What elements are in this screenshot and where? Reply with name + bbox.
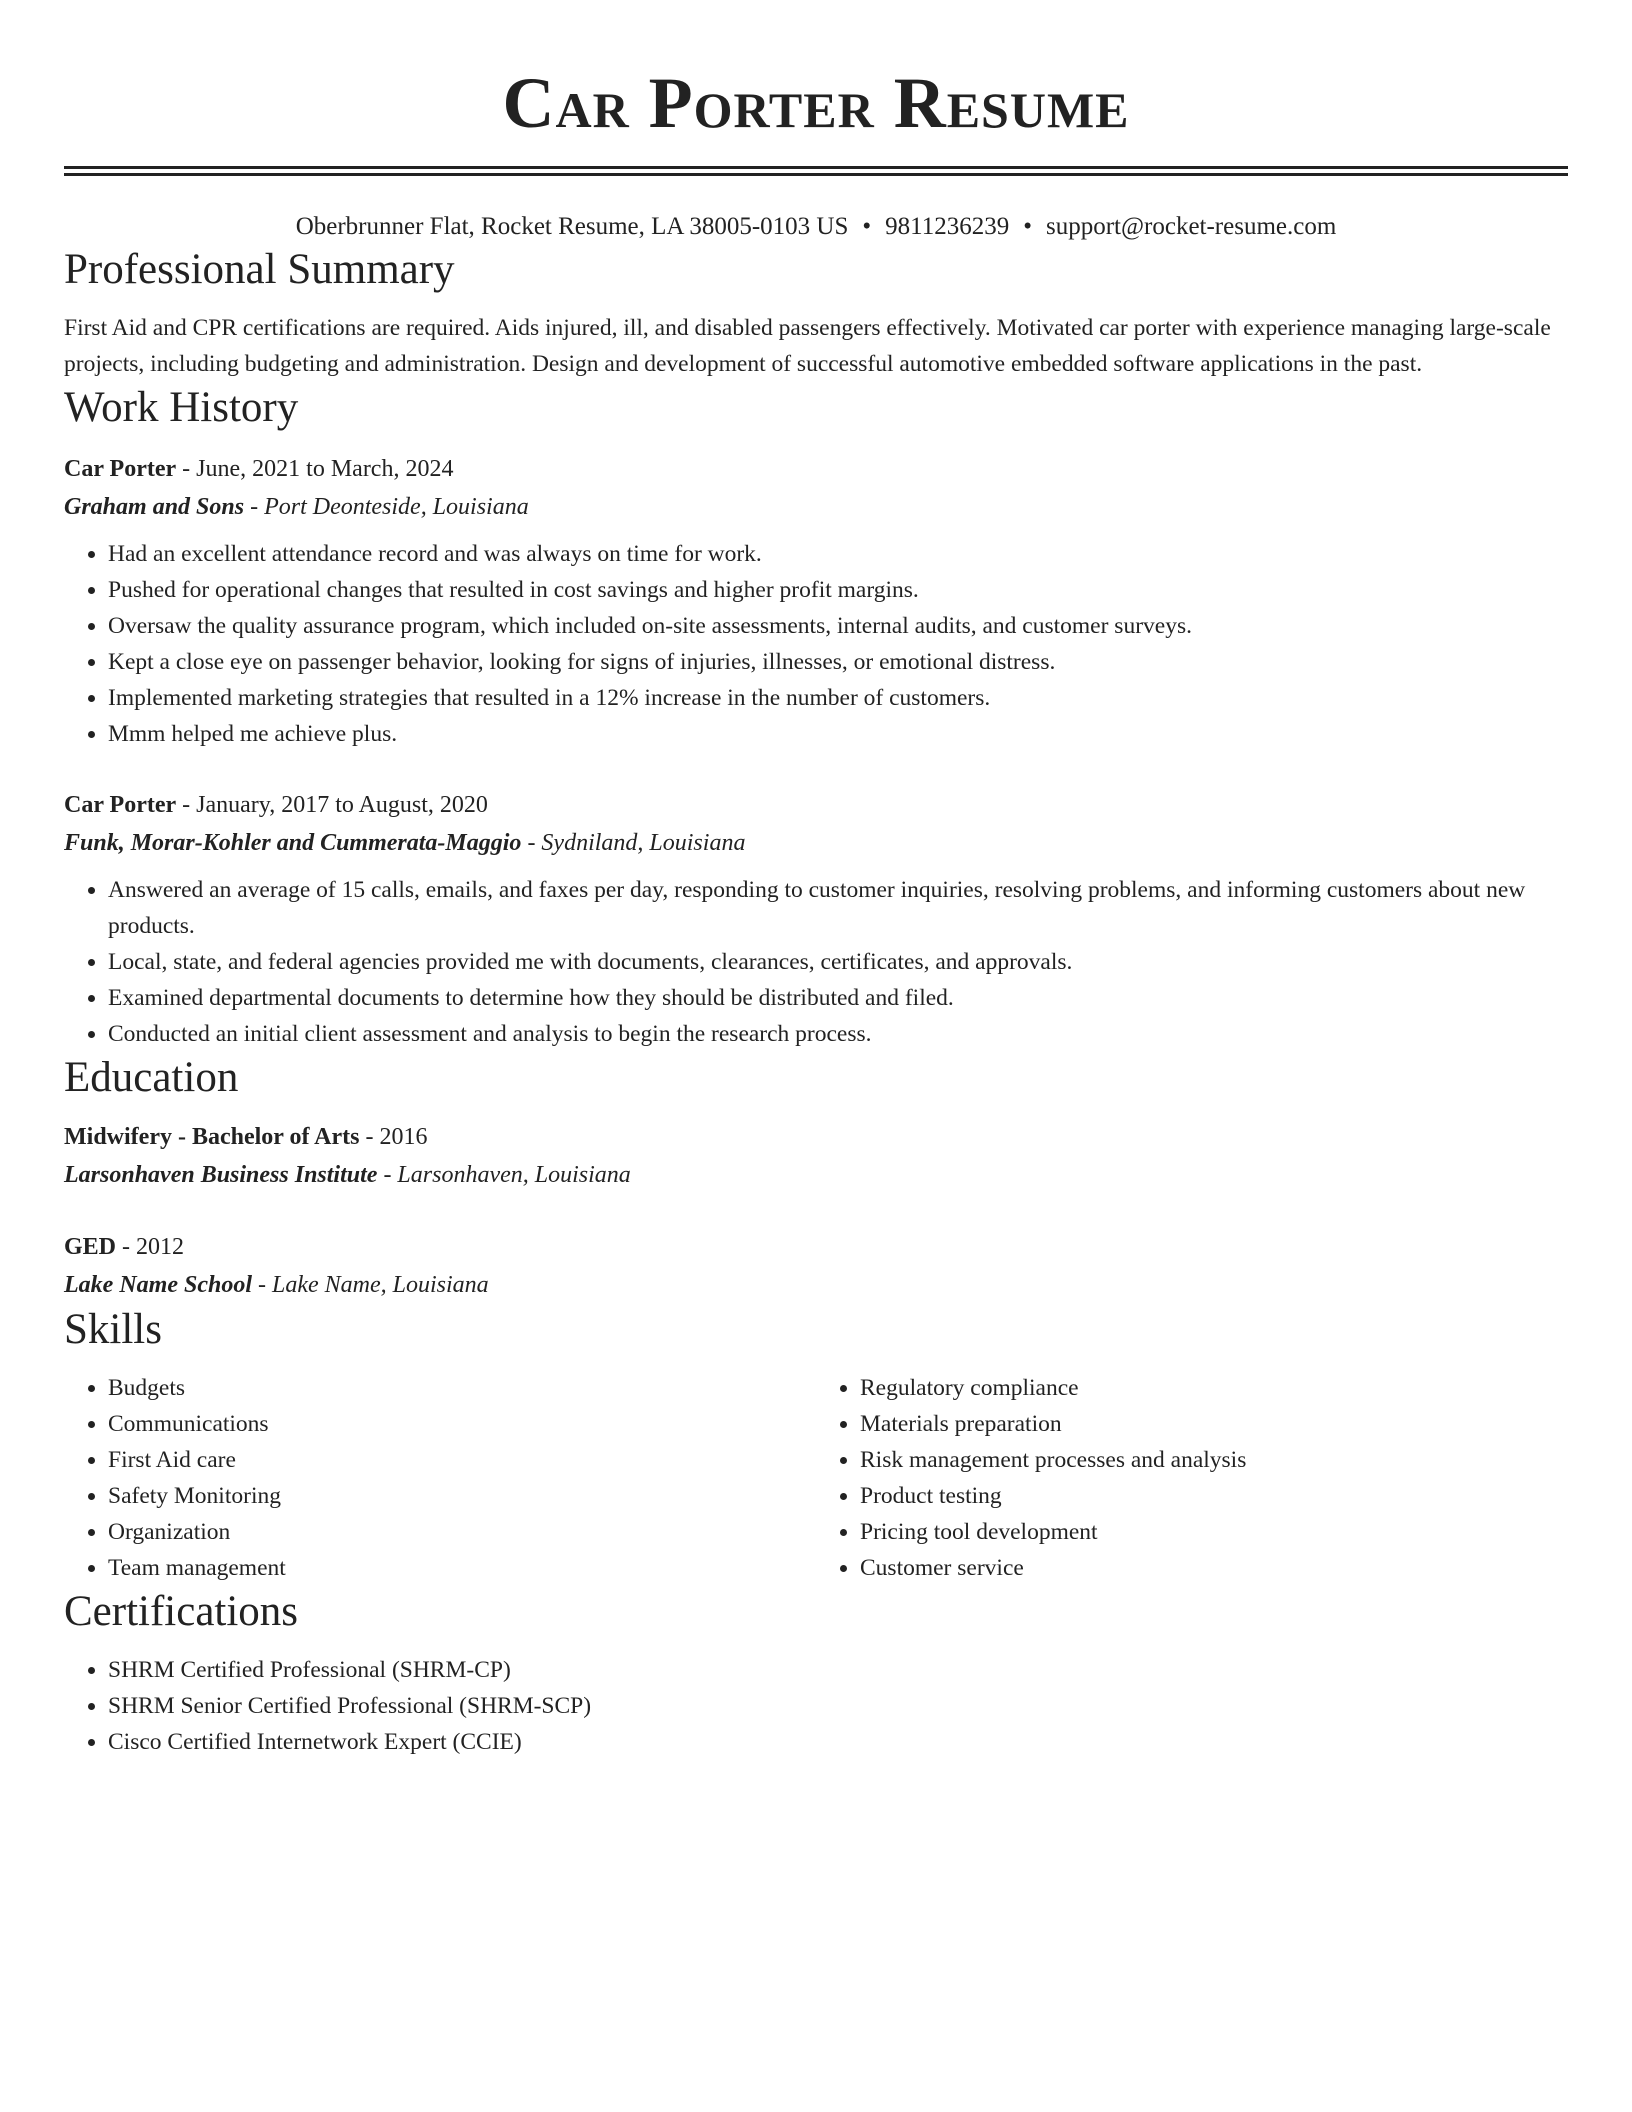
- title-divider: [64, 166, 1568, 176]
- degree-year: - 2016: [359, 1124, 428, 1150]
- job-company: Graham and Sons: [64, 494, 245, 520]
- list-item: • Local, state, and federal agencies provided me with documents, clearances, certificates, and approvals.: [108, 944, 1568, 980]
- list-item: • Risk management processes and analysis: [860, 1442, 1568, 1478]
- degree-line: [64, 1118, 1632, 1156]
- job-entry: [64, 450, 1632, 752]
- job-company-line: [64, 824, 1632, 862]
- education-heading: Education: [64, 1054, 239, 1101]
- summary-text: First Aid and CPR certifications are required. Aids injured, ill, and disabled passengers effectively. Motivated car porter with experience managing large-scale projects, including budgeting and administration. Design and development of successful automotive embedded software applications in the past.: [64, 315, 1551, 377]
- contact-separator: •: [862, 213, 872, 240]
- education-entry: [64, 1228, 1632, 1304]
- list-item: • Budgets: [108, 1370, 816, 1406]
- job-bullets: [64, 872, 1568, 1052]
- job-location: - Port Deonteside, Louisiana: [244, 494, 529, 520]
- work-history-heading: Work History: [64, 384, 299, 431]
- list-item: • Mmm helped me achieve plus.: [108, 716, 1568, 752]
- school-location: - Larsonhaven, Louisiana: [377, 1162, 631, 1188]
- job-title: Car Porter: [64, 456, 177, 482]
- list-item: • Safety Monitoring: [108, 1478, 816, 1514]
- school-line: [64, 1156, 1632, 1194]
- list-item: • Materials preparation: [860, 1406, 1568, 1442]
- school: Larsonhaven Business Institute: [64, 1162, 378, 1188]
- job-title-line: [64, 786, 1632, 824]
- list-item: • SHRM Certified Professional (SHRM-CP): [108, 1652, 1568, 1688]
- job-dates: - June, 2021 to March, 2024: [176, 456, 454, 482]
- list-item: • Communications: [108, 1406, 816, 1442]
- job-entry: [64, 786, 1632, 1052]
- skills-heading: Skills: [64, 1306, 162, 1353]
- list-item: • Pricing tool development: [860, 1514, 1568, 1550]
- list-item: • SHRM Senior Certified Professional (SHRM-SCP): [108, 1688, 1568, 1724]
- certifications-heading: Certifications: [64, 1588, 299, 1635]
- page-title: Car Porter Resume: [502, 63, 1130, 143]
- list-item: • Product testing: [860, 1478, 1568, 1514]
- list-item: • Cisco Certified Internetwork Expert (CCIE): [108, 1724, 1568, 1760]
- list-item: • Answered an average of 15 calls, emails, and faxes per day, responding to customer inquiries, resolving problems, and informing customers about new products.: [108, 872, 1568, 944]
- job-bullets: [64, 536, 1568, 752]
- job-title-line: [64, 450, 1632, 488]
- list-item: • Conducted an initial client assessment and analysis to begin the research process.: [108, 1016, 1568, 1052]
- list-item: • Examined departmental documents to determine how they should be distributed and filed.: [108, 980, 1568, 1016]
- degree: Midwifery - Bachelor of Arts: [64, 1124, 360, 1150]
- list-item: • Implemented marketing strategies that resulted in a 12% increase in the number of customers.: [108, 680, 1568, 716]
- list-item: • Regulatory compliance: [860, 1370, 1568, 1406]
- list-item: • Had an excellent attendance record and was always on time for work.: [108, 536, 1568, 572]
- degree-year: - 2012: [116, 1234, 185, 1260]
- school: Lake Name School: [64, 1272, 252, 1298]
- list-item: • Organization: [108, 1514, 816, 1550]
- school-location: - Lake Name, Louisiana: [251, 1272, 489, 1298]
- skills-column-right: [816, 1370, 1568, 1586]
- list-item: • Kept a close eye on passenger behavior, looking for signs of injuries, illnesses, or emotional distress.: [108, 644, 1568, 680]
- list-item: • Pushed for operational changes that resulted in cost savings and higher profit margins.: [108, 572, 1568, 608]
- contact-separator: •: [1023, 213, 1032, 240]
- summary-heading: Professional Summary: [64, 246, 455, 293]
- contact-address: Oberbrunner Flat, Rocket Resume, LA 38005-0103 US: [295, 213, 849, 240]
- list-item: • First Aid care: [108, 1442, 816, 1478]
- job-company: Funk, Morar-Kohler and Cummerata-Maggio: [64, 830, 522, 856]
- resume-page: [64, 0, 1632, 1760]
- school-line: [64, 1266, 1632, 1304]
- certifications-list: [64, 1652, 1568, 1760]
- contact-phone: 9811236239: [885, 213, 1010, 240]
- list-item: • Oversaw the quality assurance program, which included on-site assessments, internal audits, and customer surveys.: [108, 608, 1568, 644]
- skills-column-left: [64, 1370, 816, 1586]
- job-company-line: [64, 488, 1632, 526]
- degree: GED: [64, 1234, 117, 1260]
- contact-line: [64, 210, 1568, 244]
- job-location: - Sydniland, Louisiana: [521, 830, 746, 856]
- job-title: Car Porter: [64, 792, 177, 818]
- skills-grid: [64, 1370, 1568, 1586]
- degree-line: [64, 1228, 1632, 1266]
- list-item: • Team management: [108, 1550, 816, 1586]
- education-entry: [64, 1118, 1632, 1194]
- job-dates: - January, 2017 to August, 2020: [176, 792, 488, 818]
- contact-email: support@rocket-resume.com: [1046, 213, 1337, 240]
- list-item: • Customer service: [860, 1550, 1568, 1586]
